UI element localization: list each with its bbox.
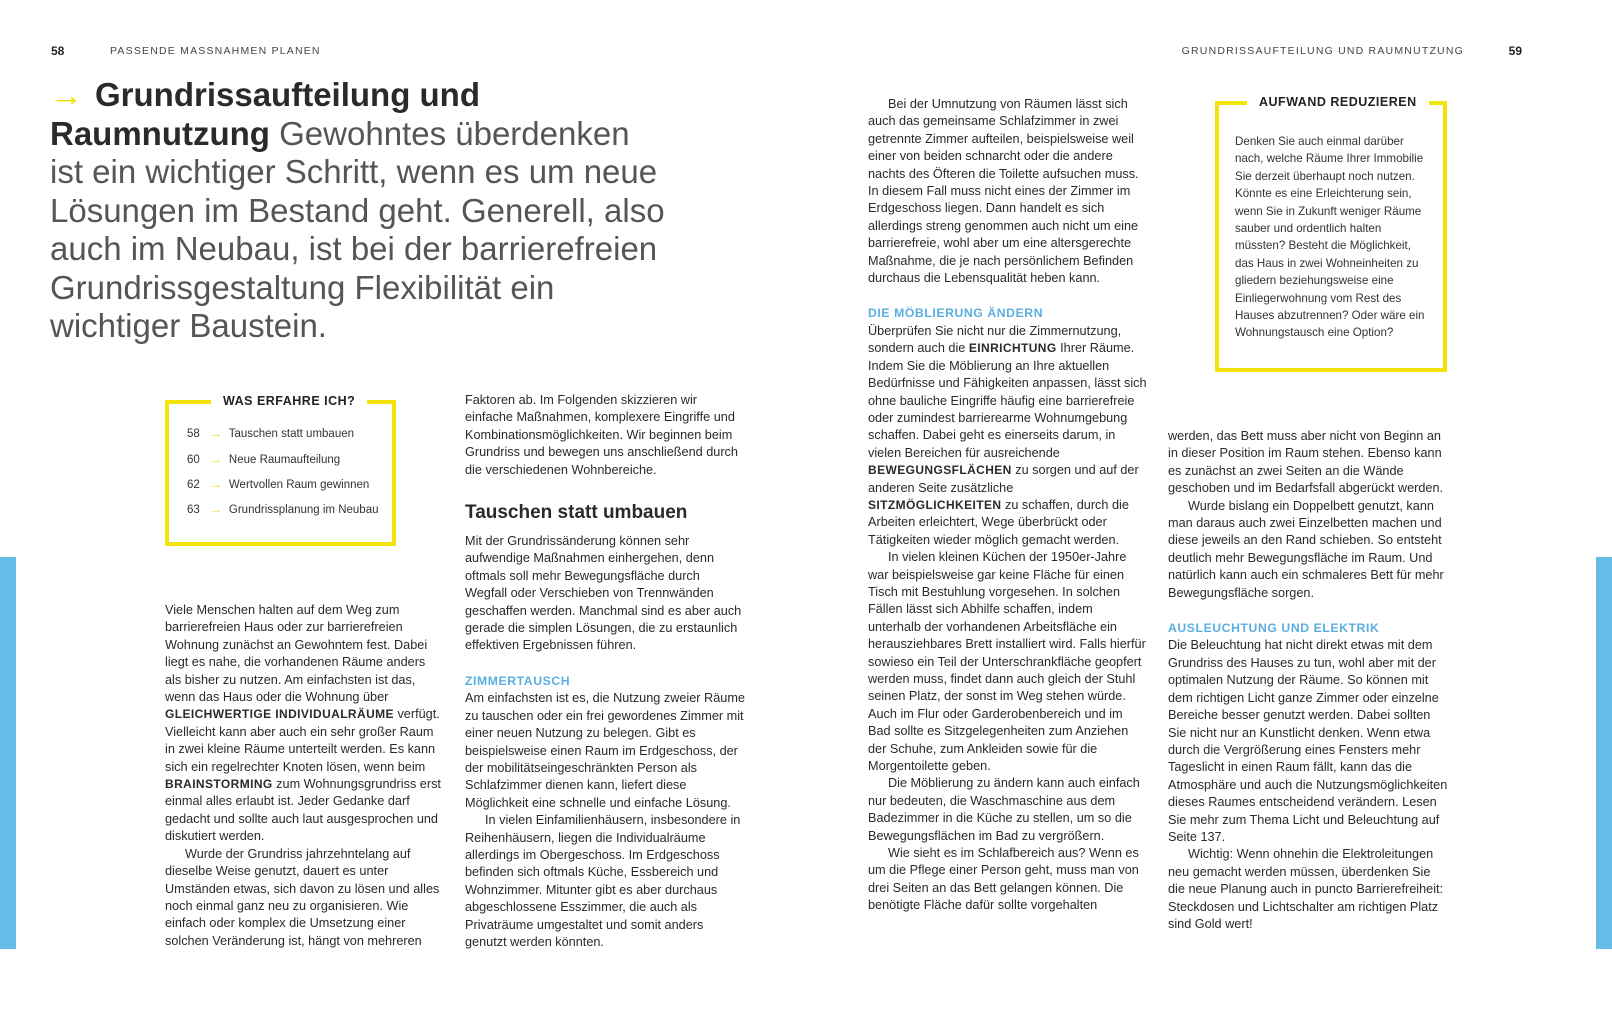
keyword: BRAINSTORMING (165, 777, 273, 792)
subheading: AUSLEUCHTUNG UND ELEKTRIK (1168, 621, 1380, 636)
body-column-3 (868, 96, 1148, 915)
keyword: GLEICHWERTIGE INDIVIDUALRÄUME (165, 707, 394, 722)
paragraph: Die Möblierung zu ändern kann auch einfach nur bedeuten, die Waschmaschine aus dem Badezimmer in die Küche zu stellen, um so die Bewegungsflächen im Bad zu vergrößern. (868, 776, 1140, 843)
chapter-title: Grundrissaufteilung und Raumnutzung (50, 76, 480, 152)
paragraph: In vielen Einfamilienhäusern, insbesondere in Reihenhäusern, liegen die Individualräume allerdings im Obergeschoss. Im Erdgeschoss befinden sich oftmals Küche, Essbereich und Wohnzimmer. Mitunter gibt es aber durchaus abgeschlossene Esszimmer, die auch als Privaträume umgestaltet und somit anders genutzt werden könnten. (465, 813, 741, 949)
arrow-right-icon: → (50, 76, 83, 113)
subheading: ZIMMERTAUSCH (465, 673, 571, 688)
tip-box (1215, 95, 1447, 372)
paragraph: In vielen kleinen Küchen der 1950er-Jahre war beispielsweise gar keine Fläche für einen Tisch mit Bestuhlung vorgesehen. In solchen Fällen lässt sich Abhilfe schaffen, indem unterhalb der vorhandenen Arbeitsfläche ein herausziehbares Brett installiert wird. Falls hierfür sowieso ein Teil der Unterschrankfläche geopfert werden muss, findet dann auch gleich der Stuhl seinen Platz, der sonst im Weg stehen würde. Auch im Flur oder Garderobenbereich und im Bad sollte es Sitzgelegenheiten zum Anziehen der Schuhe, zum Ankleiden sowie für die Morgentoilette geben. (868, 550, 1146, 774)
toc-item-page: 63 (187, 504, 200, 516)
arrow-right-icon: → (210, 504, 222, 516)
paragraph (868, 323, 1148, 549)
paragraph: Wurde der Grundriss jahrzehntelang auf dieselbe Weise genutzt, dauert es unter Umständen etwas, sich davon zu lösen und alles noch einmal ganz neu zu organisieren. Wie einfach oder komplex die Umsetzung einer solchen Veränderung ist, hängt von mehreren (165, 846, 440, 948)
keyword: BEWEGUNGSFLÄCHEN (868, 463, 1012, 478)
paragraph: Mit der Grundrissänderung können sehr aufwendige Maßnahmen einhergehen, denn oftmals soll mehr Bewegungsfläche durch Wegfall oder Verschieben von Trennwänden geschaffen werden. Manchmal sind es aber auch gerade die simplen Lösungen, die zu erstaunlich effektiven Ergebnissen führen. (465, 534, 742, 653)
text-run: Viele Menschen halten auf dem Weg zum barrierefreien Haus oder zur barrierefreien Wohnung zunächst an Gewohntem fest. Dabei liegt es nahe, die vorhandenen Räume anders als bisher zu nutzen. Am einfachsten ist das, wenn das Haus oder die Wohnung über (165, 603, 428, 705)
body-column-4 (1168, 428, 1448, 933)
section-heading: Tauschen statt umbauen (465, 502, 688, 524)
toc-item-page: 58 (187, 428, 200, 440)
edge-marker-left (0, 557, 16, 949)
paragraph: Am einfachsten ist es, die Nutzung zweier Räume zu tauschen oder ein frei gewordenes Zimmer mit einer neuen Nutzung zu belegen. Gibt es beispielsweise einen Raum im Erdgeschoss, der der mobilitätseingeschränkten Person als Schlafzimmer dienen kann, liefert diese Möglichkeit eine schnelle und einfache Lösung. (465, 691, 745, 810)
body-column-1 (165, 602, 445, 950)
toc-item-label: Tauschen statt umbauen (228, 428, 355, 440)
edge-marker-right (1596, 557, 1612, 949)
tip-box-text: Denken Sie auch einmal darüber nach, welche Räume Ihrer Immobilie Sie derzeit überhaupt noch nutzen. Könnte es eine Erleichterung sein, wenn Sie in Zukunft weniger Räume sauber und ordentlich halten müssten? Besteht die Möglichkeit, das Haus in zwei Wohneinheiten zu gliedern beziehungsweise eine Einliegerwohnung vom Rest des Hauses abzutrennen? Oder wäre ein Wohnungstausch eine Option? (1235, 135, 1425, 340)
paragraph: Wichtig: Wenn ohnehin die Elektroleitungen neu gemacht werden müssen, überdenken Sie die neue Planung auch in puncto Barrierefreiheit: Steckdosen und Lichtschalter am richtigen Platz sind Gold wert! (1168, 847, 1444, 931)
chapter-lead: Gewohntes überdenken ist ein wichtiger Schritt, wenn es um neue Lösungen im Bestand geht. Generell, also auch im Neubau, ist bei der barrierefreien Grundrissgestaltung Flexibilität ein wichtiger Baustein. (50, 114, 665, 344)
text-run: Überprüfen Sie nicht nur die Zimmernutzung, sondern auch die (868, 323, 1122, 356)
toc-item-page: 60 (187, 454, 200, 466)
keyword: SITZMÖGLICHKEITEN (868, 497, 1002, 512)
toc-item-label: Neue Raumaufteilung (228, 454, 341, 466)
toc-item-label: Grundrissplanung im Neubau (228, 504, 379, 516)
text-run: Ihrer Räume. Indem Sie die Möblierung an Ihre aktuellen Bedürfnisse und Fähigkeiten anpassen, lässt sich ohne bauliche Eingriffe häufig eine barrierefreie oder zumindest barrierearme Wohnumgebung schaffen. Dabei geht es einerseits darum, in vielen Bereichen für ausreichende (868, 341, 1147, 460)
page-number-left: 58 (51, 44, 65, 58)
toc-item[interactable] (187, 428, 354, 440)
running-title-right: GRUNDRISSAUFTEILUNG UND RAUMNUTZUNG (1181, 45, 1464, 57)
arrow-right-icon: → (210, 454, 222, 466)
arrow-right-icon: → (210, 428, 222, 440)
keyword: EINRICHTUNG (968, 341, 1057, 356)
toc-item[interactable] (187, 479, 369, 491)
toc-item-page: 62 (187, 479, 200, 491)
toc-item[interactable] (187, 504, 379, 516)
paragraph: Wie sieht es im Schlafbereich aus? Wenn es um die Pflege einer Person geht, muss man von drei Seiten an das Bett gelangen können. Die benötigte Fläche dafür sollte vorgehalten (868, 846, 1139, 913)
toc-item[interactable] (187, 454, 340, 466)
text-run: zu sorgen und auf der anderen Seite zusätzliche (868, 463, 1139, 495)
paragraph (165, 602, 445, 846)
chapter-intro (50, 76, 670, 346)
paragraph: werden, das Bett muss aber nicht von Beginn an in dieser Position im Raum stehen. Ebenso kann es zunächst an zwei Seiten an die Wände geschoben und im Bedarfsfall abgerückt werden. (1168, 429, 1444, 496)
subheading: DIE MÖBLIERUNG ÄNDERN (868, 306, 1044, 321)
text-run: zu schaffen, durch die Arbeiten erleichtert, Wege überbrückt oder Tätigkeiten wieder möglich gemacht werden. (868, 497, 1129, 547)
toc-box (165, 394, 396, 546)
paragraph: Faktoren ab. Im Folgenden skizzieren wir einfache Maßnahmen, komplexere Eingriffe und Kombinationsmöglichkeiten. Wir beginnen beim Grundriss und bewegen uns anschließend durch die verschiedenen Wohnbereiche. (465, 393, 738, 477)
body-column-2 (465, 392, 745, 951)
page-number-right: 59 (1508, 44, 1522, 58)
text-run: verfügt. Vielleicht kann aber auch ein sehr großer Raum in zwei kleine Räume unterteilt werden. Es kann sich ein regelrechter Knoten lösen, wenn beim (165, 707, 440, 774)
paragraph: Wurde bislang ein Doppelbett genutzt, kann man daraus auch zwei Einzelbetten machen und diese jeweils an den Rand schieben. So entsteht deutlich mehr Bewegungsfläche im Raum. Und natürlich kann auch ein schmaleres Bett für mehr Bewegungsfläche sorgen. (1168, 498, 1444, 600)
arrow-right-icon: → (210, 479, 222, 491)
text-run: zum Wohnungsgrundriss erst einmal alles erlaubt ist. Jeder Gedanke darf gedacht und sollte auch laut ausgesprochen und diskutiert werden. (165, 777, 441, 844)
running-title-left: PASSENDE MASSNAHMEN PLANEN (110, 45, 321, 57)
paragraph: Die Beleuchtung hat nicht direkt etwas mit dem Grundriss des Hauses zu tun, wohl aber mit der optimalen Nutzung der Räume. So können mit dem richtigen Licht ganze Zimmer oder einzelne Bereiche besser genutzt werden. Dabei sollten Sie nicht nur an Kunstlicht denken. Wenn etwa durch die Vergrößerung eines Fensters mehr Tageslicht in einen Raum fällt, kann das die Atmosphäre und auch die Nutzungsmöglichkeiten dieses Raumes entscheidend verändern. Lesen Sie mehr zum Thema Licht und Beleuchtung auf Seite 137. (1168, 638, 1448, 844)
tip-box-title: AUFWAND REDUZIEREN (1247, 95, 1429, 109)
paragraph: Bei der Umnutzung von Räumen lässt sich auch das gemeinsame Schlafzimmer in zwei getrennte Zimmer aufteilen, beispielsweise weil einer von beiden schnarcht oder die andere nachts des Öfteren die Toilette aufsuchen muss. In diesem Fall muss nicht eines der Zimmer im Erdgeschoss liegen. Dann handelt es sich allerdings streng genommen auch nicht um eine barrierefreie, wohl aber um eine altersgerechte Maßnahme, die je nach persönlichem Befinden durchaus die Lebensqualität heben kann. (868, 97, 1139, 286)
toc-item-label: Wertvollen Raum gewinnen (228, 479, 370, 491)
toc-box-title: WAS ERFAHRE ICH? (211, 394, 367, 408)
